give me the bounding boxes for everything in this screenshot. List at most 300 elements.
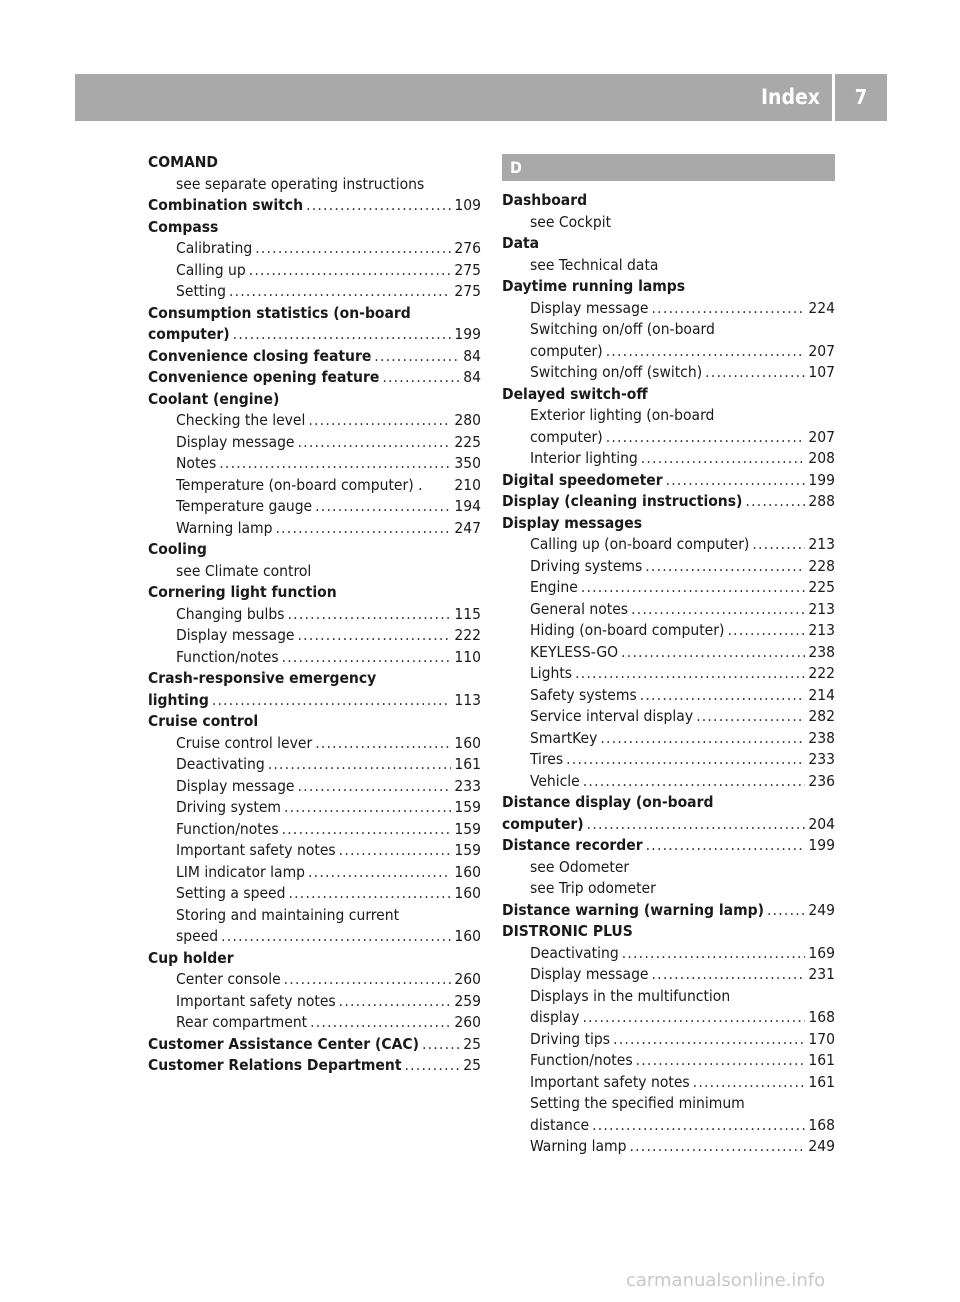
entry-page-number[interactable]: 115 xyxy=(454,604,481,623)
index-entry xyxy=(502,233,835,255)
index-subentry xyxy=(502,878,835,900)
index-subentry[interactable] xyxy=(502,749,835,771)
index-column-left xyxy=(148,152,481,1077)
index-subentry[interactable] xyxy=(148,733,481,755)
index-subentry[interactable] xyxy=(502,341,835,363)
entry-label: see Cockpit xyxy=(530,212,612,231)
entry-page-number[interactable]: 25 xyxy=(463,1056,481,1074)
dot-leader xyxy=(696,706,805,728)
index-subentry[interactable] xyxy=(502,362,835,384)
entry-page-number[interactable]: 282 xyxy=(808,707,835,725)
entry-page-number[interactable]: 84 xyxy=(463,368,481,386)
dot-leader xyxy=(315,496,451,518)
entry-page-number[interactable]: 260 xyxy=(454,1013,481,1031)
index-subentry[interactable] xyxy=(148,604,481,626)
entry-label: Consumption statistics (on-board xyxy=(148,303,411,322)
index-subentry[interactable] xyxy=(148,840,481,862)
index-subentry[interactable] xyxy=(148,819,481,841)
index-subentry[interactable] xyxy=(502,728,835,750)
entry-page-number[interactable]: 233 xyxy=(454,776,481,795)
entry-page-number[interactable]: 159 xyxy=(454,819,481,838)
entry-label: Cup holder xyxy=(148,948,234,967)
entry-label: Temperature (on-board computer) . xyxy=(176,475,423,494)
index-entry xyxy=(148,152,481,174)
index-subentry xyxy=(502,255,835,277)
entry-page-number[interactable]: 168 xyxy=(808,1115,835,1134)
page-number: 7 xyxy=(854,85,868,109)
index-subentry[interactable] xyxy=(148,969,481,991)
entry-label: Driving systems xyxy=(530,556,643,575)
index-entry xyxy=(502,921,835,943)
index-subentry[interactable] xyxy=(148,991,481,1013)
dot-leader xyxy=(745,491,805,513)
index-entry[interactable] xyxy=(502,470,835,492)
dot-leader xyxy=(308,410,451,432)
dot-leader xyxy=(339,991,452,1013)
entry-label: see separate operating instructions xyxy=(176,174,425,193)
index-entry xyxy=(148,711,481,733)
entry-label: Calling up xyxy=(176,260,246,279)
entry-label: Display message xyxy=(176,626,295,644)
dot-leader xyxy=(405,1055,461,1077)
entry-label: Cooling xyxy=(148,540,207,558)
entry-label: Display message xyxy=(176,776,295,795)
entry-label: Driving system xyxy=(176,798,282,816)
entry-label: Distance warning (warning lamp) xyxy=(502,900,764,919)
entry-page-number[interactable]: 160 xyxy=(454,884,481,902)
index-subentry xyxy=(502,319,835,341)
entry-page-number[interactable]: 110 xyxy=(454,647,481,666)
dot-leader xyxy=(606,341,806,363)
dot-leader xyxy=(613,1029,805,1051)
entry-page-number[interactable]: 275 xyxy=(454,282,481,300)
dot-leader xyxy=(268,754,452,776)
index-subentry xyxy=(502,857,835,879)
dot-leader xyxy=(308,862,451,884)
entry-page-number[interactable]: 222 xyxy=(454,626,481,644)
entry-label: Function/notes xyxy=(176,647,279,666)
dot-leader xyxy=(652,298,806,320)
dot-leader xyxy=(212,690,452,712)
dot-leader xyxy=(219,453,451,475)
dot-leader xyxy=(382,367,460,389)
index-entry xyxy=(502,792,835,814)
entry-label: Warning lamp xyxy=(530,1137,627,1155)
entry-label: see Technical data xyxy=(530,255,659,274)
index-entry xyxy=(148,948,481,970)
entry-page-number[interactable]: 160 xyxy=(454,862,481,881)
entry-label: Display (cleaning instructions) xyxy=(502,492,743,510)
dot-leader xyxy=(606,427,806,449)
entry-label: Cruise control lever xyxy=(176,733,313,752)
entry-page-number[interactable]: 25 xyxy=(463,1034,481,1053)
index-subentry[interactable] xyxy=(148,475,481,497)
entry-label: Changing bulbs xyxy=(176,604,285,623)
entry-label: Rear compartment xyxy=(176,1013,308,1031)
index-subentry[interactable] xyxy=(148,496,481,518)
index-subentry[interactable] xyxy=(502,706,835,728)
dot-leader xyxy=(282,647,452,669)
dot-leader xyxy=(249,260,452,282)
entry-label: Setting xyxy=(176,282,226,300)
entry-label: see Odometer xyxy=(530,857,630,876)
dot-leader xyxy=(315,733,451,755)
dot-leader xyxy=(310,1012,451,1034)
entry-label: Distance recorder xyxy=(502,836,643,854)
entry-page-number[interactable]: 199 xyxy=(454,325,481,343)
entry-page-number[interactable]: 199 xyxy=(808,470,835,489)
dot-leader xyxy=(752,534,805,556)
dot-leader xyxy=(631,599,805,621)
entry-label: Important safety notes xyxy=(176,991,336,1010)
index-entry[interactable] xyxy=(502,491,835,513)
entry-page-number[interactable]: 159 xyxy=(454,841,481,859)
index-entry xyxy=(148,668,481,690)
entry-label: Temperature gauge xyxy=(176,497,313,515)
dot-leader xyxy=(652,964,806,986)
entry-label: Important safety notes xyxy=(530,1072,690,1091)
watermark: carmanualsonline.info xyxy=(626,1270,826,1291)
dot-leader xyxy=(583,771,806,793)
entry-page-number[interactable]: 280 xyxy=(454,411,481,429)
index-subentry[interactable] xyxy=(148,432,481,454)
entry-label: Distance display (on-board xyxy=(502,793,714,811)
entry-label: Delayed switch-off xyxy=(502,384,648,403)
entry-label: Switching on/off (switch) xyxy=(530,363,703,381)
entry-label: Vehicle xyxy=(530,771,580,790)
entry-label: KEYLESS-GO xyxy=(530,642,619,661)
index-entry[interactable] xyxy=(148,1034,481,1056)
entry-label: Exterior lighting (on-board xyxy=(530,406,715,424)
entry-label: Lights xyxy=(530,664,573,682)
index-subentry[interactable] xyxy=(502,427,835,449)
index-subentry[interactable] xyxy=(148,518,481,540)
letter-heading-d: D xyxy=(502,154,835,181)
entry-label: Display message xyxy=(530,965,649,983)
entry-page-number[interactable]: 350 xyxy=(454,454,481,472)
entry-page-number[interactable]: 249 xyxy=(808,900,835,919)
index-subentry[interactable] xyxy=(502,663,835,685)
index-subentry[interactable] xyxy=(502,1136,835,1158)
index-subentry[interactable] xyxy=(148,453,481,475)
index-entry xyxy=(502,276,835,298)
index-subentry xyxy=(148,561,481,583)
index-subentry[interactable] xyxy=(148,260,481,282)
entry-label: Crash-responsive emergency xyxy=(148,669,377,687)
entry-label: Combination switch xyxy=(148,196,304,214)
entry-label: Safety systems xyxy=(530,685,637,704)
dot-leader xyxy=(298,776,452,798)
dot-leader xyxy=(282,819,452,841)
entry-page-number[interactable]: 225 xyxy=(454,432,481,451)
dot-leader xyxy=(298,625,452,647)
dot-leader xyxy=(221,926,451,948)
index-subentry[interactable] xyxy=(148,776,481,798)
entry-page-number[interactable]: 213 xyxy=(808,535,835,553)
index-subentry[interactable] xyxy=(502,771,835,793)
index-subentry[interactable] xyxy=(502,534,835,556)
dot-leader xyxy=(630,1136,806,1158)
entry-label: Tires xyxy=(530,750,564,768)
index-subentry[interactable] xyxy=(502,1072,835,1094)
entry-page-number[interactable]: 208 xyxy=(808,449,835,467)
entry-page-number[interactable]: 159 xyxy=(454,798,481,816)
entry-page-number[interactable]: 238 xyxy=(808,642,835,661)
index-subentry[interactable] xyxy=(148,625,481,647)
entry-page-number[interactable]: 161 xyxy=(454,755,481,773)
dot-leader xyxy=(422,1034,460,1056)
entry-page-number[interactable]: 275 xyxy=(454,260,481,279)
entry-label: Calling up (on-board computer) xyxy=(530,535,750,553)
index-subentry[interactable] xyxy=(148,883,481,905)
entry-page-number[interactable]: 84 xyxy=(463,346,481,365)
entry-page-number[interactable]: 161 xyxy=(808,1072,835,1091)
entry-page-number[interactable]: 214 xyxy=(808,685,835,704)
dot-leader xyxy=(575,663,805,685)
dot-leader xyxy=(339,840,452,862)
entry-page-number[interactable]: 168 xyxy=(808,1008,835,1026)
dot-leader xyxy=(600,728,805,750)
entry-page-number[interactable]: 204 xyxy=(808,814,835,833)
entry-label: Hiding (on-board computer) xyxy=(530,621,725,639)
dot-leader xyxy=(693,1072,806,1094)
index-entry xyxy=(502,190,835,212)
index-subentry[interactable] xyxy=(502,943,835,965)
index-entry[interactable] xyxy=(148,346,481,368)
entry-label: Checking the level xyxy=(176,411,306,429)
entry-label: Daytime running lamps xyxy=(502,277,686,295)
index-column-right xyxy=(502,154,835,1158)
entry-page-number[interactable]: 260 xyxy=(454,970,481,988)
entry-label: display xyxy=(530,1008,580,1026)
index-subentry xyxy=(502,986,835,1008)
index-entry[interactable] xyxy=(148,1055,481,1077)
entry-page-number[interactable]: 107 xyxy=(808,363,835,381)
index-entry xyxy=(148,217,481,239)
entry-label: LIM indicator lamp xyxy=(176,862,306,881)
entry-label: Center console xyxy=(176,970,281,988)
index-entry[interactable] xyxy=(148,367,481,389)
index-subentry[interactable] xyxy=(502,448,835,470)
index-entry[interactable] xyxy=(148,195,481,217)
index-subentry[interactable] xyxy=(502,298,835,320)
entry-label: DISTRONIC PLUS xyxy=(502,922,633,940)
entry-label: Customer Assistance Center (CAC) xyxy=(148,1034,419,1053)
entry-label: Calibrating xyxy=(176,239,253,257)
entry-label: Dashboard xyxy=(502,191,588,209)
entry-label: General notes xyxy=(530,599,629,618)
entry-page-number[interactable]: 259 xyxy=(454,991,481,1010)
index-entry[interactable] xyxy=(148,324,481,346)
entry-label: Setting a speed xyxy=(176,884,286,902)
entry-label: Cornering light function xyxy=(148,583,337,601)
index-subentry xyxy=(502,212,835,234)
entry-label: Compass xyxy=(148,217,219,236)
index-entry xyxy=(148,539,481,561)
entry-page-number[interactable]: 238 xyxy=(808,728,835,747)
index-entry xyxy=(148,389,481,411)
entry-page-number[interactable]: 109 xyxy=(454,196,481,214)
index-subentry[interactable] xyxy=(502,1007,835,1029)
entry-label: speed xyxy=(176,927,219,945)
entry-page-number[interactable]: 222 xyxy=(808,664,835,682)
entry-page-number[interactable]: 207 xyxy=(808,427,835,446)
entry-label: Storing and maintaining current xyxy=(176,905,400,924)
dot-leader xyxy=(641,448,806,470)
index-subentry[interactable] xyxy=(148,797,481,819)
index-subentry[interactable] xyxy=(148,647,481,669)
index-entry[interactable] xyxy=(502,900,835,922)
index-subentry[interactable] xyxy=(148,862,481,884)
dot-leader xyxy=(374,346,460,368)
entry-label: computer) xyxy=(502,814,584,833)
index-entry[interactable] xyxy=(502,814,835,836)
entry-label: Customer Relations Department xyxy=(148,1056,402,1074)
entry-label: COMAND xyxy=(148,153,219,171)
index-entry[interactable] xyxy=(502,835,835,857)
dot-leader xyxy=(298,432,452,454)
index-subentry[interactable] xyxy=(148,754,481,776)
entry-label: Notes xyxy=(176,454,217,472)
entry-label: Display message xyxy=(176,432,295,451)
section-title: Index xyxy=(760,85,820,109)
index-subentry[interactable] xyxy=(502,556,835,578)
entry-page-number[interactable]: 288 xyxy=(808,492,835,510)
entry-page-number[interactable]: 213 xyxy=(808,599,835,618)
index-subentry[interactable] xyxy=(148,1012,481,1034)
entry-label: Convenience opening feature xyxy=(148,368,380,386)
dot-leader xyxy=(276,518,452,540)
index-subentry[interactable] xyxy=(502,577,835,599)
entry-label: Important safety notes xyxy=(176,841,336,859)
index-subentry[interactable] xyxy=(502,964,835,986)
index-subentry[interactable] xyxy=(502,1029,835,1051)
dot-leader xyxy=(621,642,805,664)
dot-leader xyxy=(229,281,451,303)
entry-label: Switching on/off (on-board xyxy=(530,320,715,338)
index-subentry[interactable] xyxy=(502,620,835,642)
index-subentry xyxy=(148,905,481,927)
entry-label: see Trip odometer xyxy=(530,879,656,897)
entry-page-number[interactable]: 199 xyxy=(808,836,835,854)
entry-page-number[interactable]: 161 xyxy=(808,1051,835,1069)
index-entry xyxy=(148,303,481,325)
index-entry xyxy=(148,582,481,604)
entry-label: Deactivating xyxy=(530,943,619,962)
entry-page-number[interactable]: 210 xyxy=(454,475,481,494)
dot-leader xyxy=(233,324,452,346)
entry-label: Service interval display xyxy=(530,707,694,725)
index-subentry xyxy=(502,1093,835,1115)
index-subentry[interactable] xyxy=(148,410,481,432)
entry-label: computer) xyxy=(530,427,603,446)
index-subentry[interactable] xyxy=(502,1050,835,1072)
dot-leader xyxy=(592,1115,805,1137)
index-subentry xyxy=(502,405,835,427)
entry-label: Deactivating xyxy=(176,755,265,773)
entry-page-number[interactable]: 276 xyxy=(454,239,481,257)
index-subentry[interactable] xyxy=(502,642,835,664)
index-subentry xyxy=(148,174,481,196)
entry-page-number[interactable]: 169 xyxy=(808,943,835,962)
index-entry[interactable] xyxy=(148,690,481,712)
entry-page-number[interactable]: 160 xyxy=(454,927,481,945)
entry-label: Convenience closing feature xyxy=(148,346,372,365)
entry-page-number[interactable]: 113 xyxy=(454,690,481,709)
dot-leader xyxy=(727,620,805,642)
entry-label: Digital speedometer xyxy=(502,470,663,489)
dot-leader xyxy=(581,577,806,599)
dot-leader xyxy=(587,814,806,836)
index-subentry[interactable] xyxy=(148,926,481,948)
dot-leader xyxy=(622,943,806,965)
entry-label: Display messages xyxy=(502,513,643,532)
entry-label: Display message xyxy=(530,298,649,317)
entry-label: Warning lamp xyxy=(176,518,273,537)
entry-page-number[interactable]: 225 xyxy=(808,578,835,596)
entry-page-number[interactable]: 224 xyxy=(808,298,835,317)
entry-page-number[interactable]: 170 xyxy=(808,1029,835,1048)
entry-page-number[interactable]: 249 xyxy=(808,1137,835,1155)
entry-page-number[interactable]: 213 xyxy=(808,621,835,639)
entry-label: Function/notes xyxy=(530,1051,633,1069)
index-entry xyxy=(502,513,835,535)
dot-leader xyxy=(645,556,805,578)
entry-page-number[interactable]: 194 xyxy=(454,497,481,515)
dot-leader xyxy=(705,362,805,384)
dot-leader xyxy=(583,1007,806,1029)
index-subentry[interactable] xyxy=(502,1115,835,1137)
dot-leader xyxy=(646,835,806,857)
index-subentry[interactable] xyxy=(502,599,835,621)
dot-leader xyxy=(640,685,806,707)
dot-leader xyxy=(767,900,805,922)
dot-leader xyxy=(255,238,451,260)
entry-page-number[interactable]: 236 xyxy=(808,771,835,790)
dot-leader xyxy=(284,969,452,991)
index-subentry[interactable] xyxy=(148,238,481,260)
entry-label: Cruise control xyxy=(148,712,259,730)
dot-leader xyxy=(666,470,806,492)
entry-label: Setting the specified minimum xyxy=(530,1094,745,1112)
entry-label: computer) xyxy=(530,341,603,360)
dot-leader xyxy=(284,797,451,819)
dot-leader xyxy=(288,604,452,626)
entry-label: Engine xyxy=(530,578,578,596)
dot-leader xyxy=(566,749,805,771)
entry-label: Displays in the multifunction xyxy=(530,986,731,1005)
entry-page-number[interactable]: 207 xyxy=(808,341,835,360)
entry-label: computer) xyxy=(148,325,230,343)
entry-label: SmartKey xyxy=(530,728,598,747)
entry-label: lighting xyxy=(148,690,209,709)
entry-page-number[interactable]: 247 xyxy=(454,518,481,537)
entry-page-number[interactable]: 160 xyxy=(454,733,481,752)
entry-page-number[interactable]: 228 xyxy=(808,556,835,575)
dot-leader xyxy=(306,195,451,217)
index-entry xyxy=(502,384,835,406)
index-subentry[interactable] xyxy=(148,281,481,303)
dot-leader xyxy=(288,883,451,905)
entry-page-number[interactable]: 233 xyxy=(808,750,835,768)
entry-label: Coolant (engine) xyxy=(148,389,280,408)
entry-label: Interior lighting xyxy=(530,449,638,467)
entry-page-number[interactable]: 231 xyxy=(808,965,835,983)
entry-label: distance xyxy=(530,1115,590,1134)
index-subentry[interactable] xyxy=(502,685,835,707)
entry-label: see Climate control xyxy=(176,561,312,580)
entry-label: Driving tips xyxy=(530,1029,611,1048)
